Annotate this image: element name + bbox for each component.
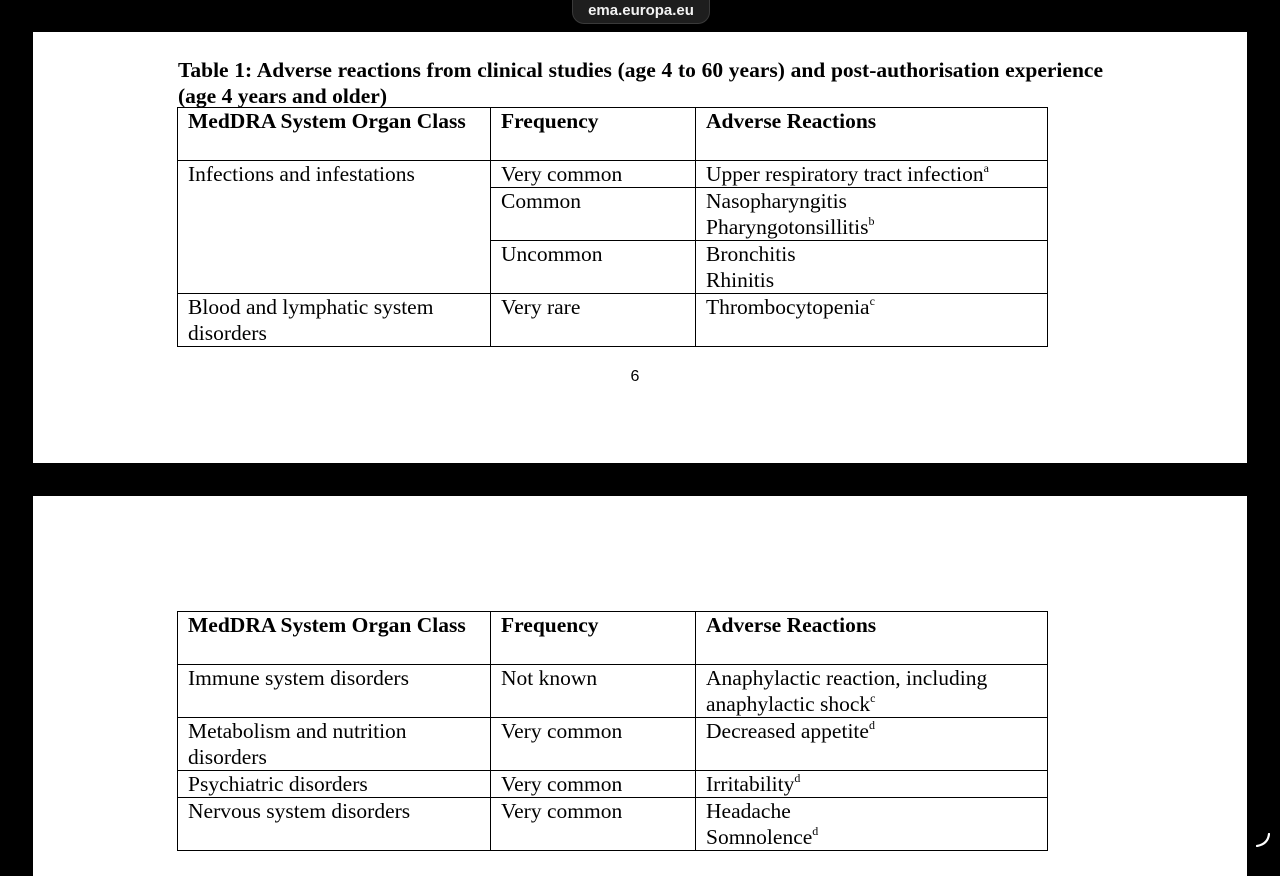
header-reactions: Adverse Reactions (696, 612, 1048, 665)
reaction-item (706, 188, 1037, 214)
reactions-cell (696, 188, 1048, 241)
page-number: 6 (630, 368, 640, 385)
reaction-item (706, 267, 1037, 293)
reaction-item (706, 824, 1037, 850)
soc-cell: Blood and lymphatic system disorders (178, 294, 491, 347)
reaction-item (706, 718, 1037, 744)
resize-handle-icon[interactable] (1256, 833, 1270, 847)
table-row (178, 161, 1048, 188)
reaction-text: Upper respiratory tract infection (706, 162, 984, 186)
table-header-row (178, 612, 1048, 665)
table-row (178, 294, 1048, 347)
reaction-text: Headache (706, 799, 791, 823)
footnote-marker: a (983, 160, 989, 175)
frequency-cell: Uncommon (491, 241, 696, 294)
reactions-cell (696, 718, 1048, 771)
reactions-cell (696, 771, 1048, 798)
table-row (178, 771, 1048, 798)
frequency-cell: Very common (491, 718, 696, 771)
reaction-text: Thrombocytopenia (706, 295, 870, 319)
soc-cell: Psychiatric disorders (178, 771, 491, 798)
reaction-text: Bronchitis (706, 242, 796, 266)
reactions-cell (696, 241, 1048, 294)
soc-cell: Metabolism and nutrition disorders (178, 718, 491, 771)
document-page-2 (33, 496, 1247, 876)
header-soc: MedDRA System Organ Class (178, 108, 491, 161)
frequency-cell: Very rare (491, 294, 696, 347)
reaction-item (706, 798, 1037, 824)
table-caption: Table 1: Adverse reactions from clinical studies (age 4 to 60 years) and post-authorisation experience (age 4 years and older) (178, 58, 1103, 108)
reaction-text: Decreased appetite (706, 719, 869, 743)
footnote-marker: b (868, 213, 875, 228)
soc-cell: Immune system disorders (178, 665, 491, 718)
header-frequency: Frequency (491, 612, 696, 665)
document-page-1 (33, 32, 1247, 463)
reaction-item (706, 161, 1037, 187)
soc-cell: Nervous system disorders (178, 798, 491, 851)
table-row (178, 718, 1048, 771)
reaction-item (706, 665, 1037, 717)
reaction-text: Rhinitis (706, 268, 775, 292)
reactions-cell (696, 798, 1048, 851)
reaction-item (706, 771, 1037, 797)
footnote-marker: d (812, 823, 819, 838)
footnote-marker: d (868, 717, 875, 732)
reaction-text: Somnolence (706, 825, 813, 849)
table-header-row (178, 108, 1048, 161)
reaction-item (706, 214, 1037, 240)
url-pill[interactable]: ema.europa.eu (572, 0, 710, 24)
adverse-reactions-table-continued (177, 611, 1048, 851)
header-frequency: Frequency (491, 108, 696, 161)
footnote-marker: d (794, 770, 801, 785)
reaction-item (706, 241, 1037, 267)
footnote-marker: c (869, 293, 875, 308)
reactions-cell (696, 294, 1048, 347)
reaction-text: Anaphylactic reaction, including anaphylactic shock (706, 666, 988, 716)
frequency-cell: Very common (491, 798, 696, 851)
frequency-cell: Very common (491, 161, 696, 188)
header-reactions: Adverse Reactions (696, 108, 1048, 161)
reaction-item (706, 294, 1037, 320)
reactions-cell (696, 161, 1048, 188)
reaction-text: Nasopharyngitis (706, 189, 847, 213)
footnote-marker: c (870, 690, 876, 705)
table-row (178, 798, 1048, 851)
adverse-reactions-table (177, 107, 1048, 347)
soc-cell: Infections and infestations (178, 161, 491, 294)
reaction-text: Pharyngotonsillitis (706, 215, 869, 239)
table-row (178, 665, 1048, 718)
frequency-cell: Very common (491, 771, 696, 798)
reactions-cell (696, 665, 1048, 718)
frequency-cell: Common (491, 188, 696, 241)
header-soc: MedDRA System Organ Class (178, 612, 491, 665)
reaction-text: Irritability (706, 772, 795, 796)
frequency-cell: Not known (491, 665, 696, 718)
